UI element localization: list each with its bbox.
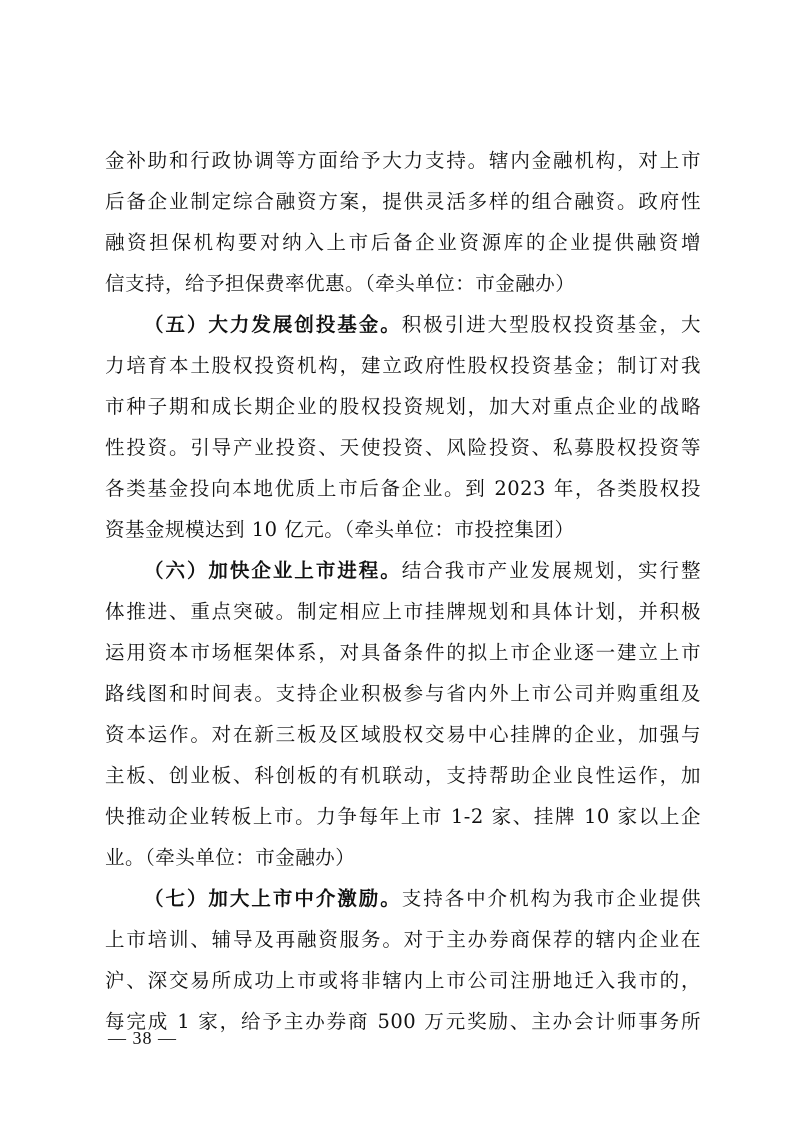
text-line: 资本运作。对在新三板及区域股权交易中心挂牌的企业，加强与 — [105, 723, 701, 746]
text-line — [105, 878, 701, 919]
text-line: 主板、创业板、科创板的有机联动，支持帮助企业良性运作，加 — [105, 764, 701, 787]
document-body — [105, 140, 701, 1042]
text-line: 体推进、重点突破。制定相应上市挂牌规划和具体计划，并积极 — [105, 600, 701, 623]
text-line: 路线图和时间表。支持企业积极参与省内外上市公司并购重组及 — [105, 682, 701, 705]
text-line: 后备企业制定综合融资方案，提供灵活多样的组合融资。政府性 — [105, 190, 701, 213]
text-line: 业。（牵头单位：市金融办） — [105, 846, 356, 869]
section-heading: （六）加快企业上市进程。 — [144, 559, 402, 582]
text-line: 市种子期和成长期企业的股权投资规划，加大对重点企业的战略 — [105, 395, 701, 418]
paragraph-section-7 — [105, 878, 701, 1042]
section-heading: （七）加大上市中介激励。 — [144, 887, 402, 910]
text-line: 各类基金投向本地优质上市后备企业。到 2023 年，各类股权投 — [105, 477, 701, 500]
text-run: 支持各中介机构为我市企业提供 — [401, 887, 701, 910]
text-line: 融资担保机构要对纳入上市后备企业资源库的企业提供融资增 — [105, 231, 701, 254]
text-line: 性投资。引导产业投资、天使投资、风险投资、私募股权投资等 — [105, 436, 701, 459]
section-heading: （五）大力发展创投基金。 — [144, 313, 402, 336]
text-run: 结合我市产业发展规划，实行整 — [401, 559, 701, 582]
text-line — [105, 550, 701, 591]
paragraph-section-5 — [105, 304, 701, 550]
text-line: 力培育本土股权投资机构，建立政府性股权投资基金；制订对我 — [105, 354, 701, 377]
paragraph-section-6 — [105, 550, 701, 878]
page-number: — 38 — — [108, 1028, 177, 1048]
text-line: 上市培训、辅导及再融资服务。对于主办券商保荐的辖内企业在 — [105, 928, 701, 951]
text-line: 每完成 1 家，给予主办券商 500 万元奖励、主办会计师事务所 — [105, 1010, 701, 1033]
text-line: 快推动企业转板上市。力争每年上市 1-2 家、挂牌 10 家以上企 — [105, 805, 701, 828]
text-line: 信支持，给予担保费率优惠。（牵头单位：市金融办） — [105, 272, 576, 295]
paragraph-continuation — [105, 140, 701, 304]
text-run: 积极引进大型股权投资基金，大 — [401, 313, 701, 336]
text-line: 资基金规模达到 10 亿元。（牵头单位：市投控集团） — [105, 518, 575, 541]
text-line: 沪、深交易所成功上市或将非辖内上市公司注册地迁入我市的， — [105, 969, 701, 992]
text-line: 金补助和行政协调等方面给予大力支持。辖内金融机构，对上市 — [105, 149, 701, 172]
text-line — [105, 304, 701, 345]
text-line: 运用资本市场框架体系，对具备条件的拟上市企业逐一建立上市 — [105, 641, 701, 664]
